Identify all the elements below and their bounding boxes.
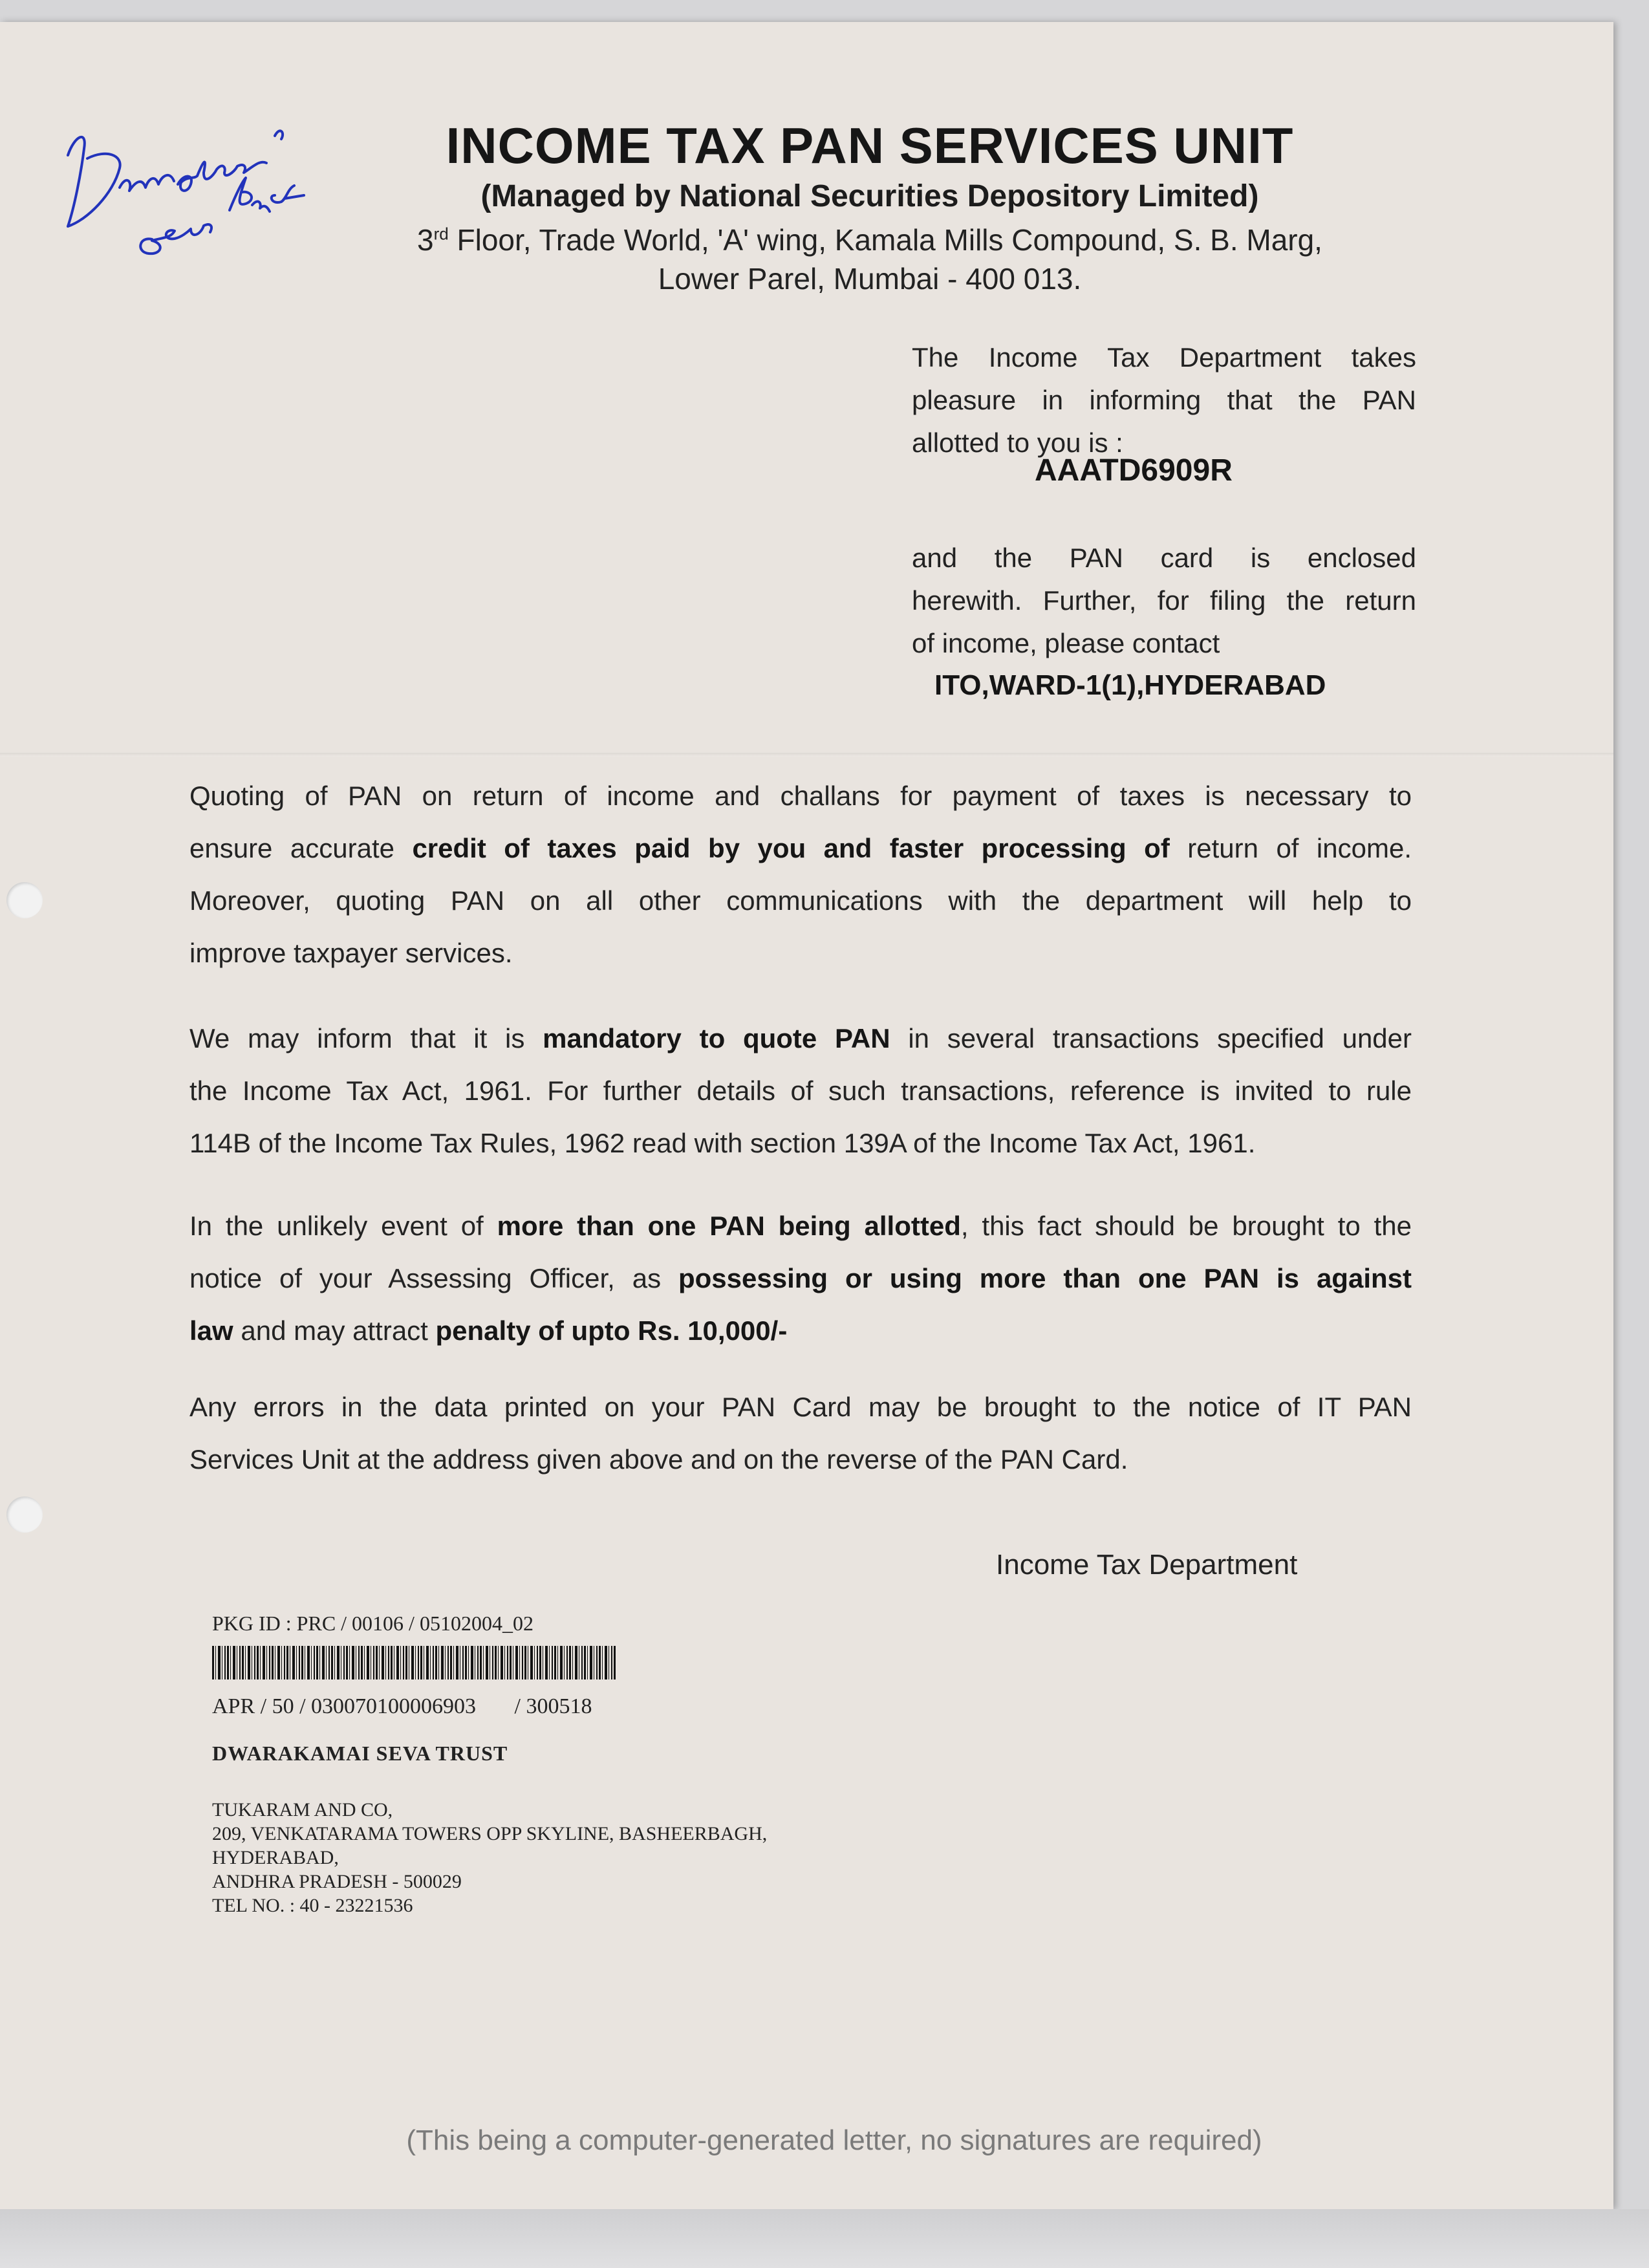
address-line-1: [0, 222, 1649, 257]
address-floor-number: 3: [417, 223, 434, 257]
paragraph-line: [189, 1200, 1412, 1252]
dispatch-reference: [212, 1694, 592, 1719]
notice-line: pleasure in informing that the PAN: [912, 385, 1416, 415]
text-run: return of income.: [1169, 833, 1412, 863]
paragraph-line: improve taxpayer services.: [189, 938, 513, 968]
computer-generated-footer: (This being a computer-generated letter, no signatures are required): [406, 2124, 1262, 2156]
address-line: HYDERABAD,: [212, 1847, 339, 1868]
punch-hole-bottom: [6, 1496, 43, 1533]
bold-text-run: credit of taxes paid by you and faster processing of: [412, 833, 1170, 863]
paragraph-line: the Income Tax Act, 1961. For further details of such transactions, reference is invited to rule: [189, 1075, 1412, 1106]
paragraph-multiple-pan: [189, 1200, 1412, 1357]
text-run: We may inform that it is: [189, 1023, 543, 1053]
notice-line: The Income Tax Department takes: [912, 342, 1416, 373]
department-signoff: Income Tax Department: [996, 1549, 1298, 1581]
address-line: ANDHRA PRADESH - 500029: [212, 1871, 462, 1892]
package-id: PKG ID : PRC / 00106 / 05102004_02: [212, 1612, 534, 1635]
bold-text-run: possessing or using more than one PAN is against: [678, 1263, 1412, 1293]
text-run: ensure accurate: [189, 833, 413, 863]
paragraph-line: [189, 1304, 1412, 1357]
apr-code: / 300518: [514, 1694, 592, 1718]
paragraph-mandatory-pan: [189, 1012, 1412, 1169]
paper-fold-line: [0, 753, 1613, 757]
text-run: , this fact should be brought to the: [960, 1211, 1412, 1241]
text-run: notice of your Assessing Officer, as: [189, 1263, 678, 1293]
bold-text-run: law: [189, 1315, 233, 1346]
handwritten-note-text: Dwarakamai Seva Trust: [48, 268, 56, 269]
assessing-officer-contact: ITO,WARD-1(1),HYDERABAD: [934, 669, 1326, 701]
paragraph-line: [189, 1012, 1412, 1064]
address-line-1-text: Floor, Trade World, 'A' wing, Kamala Mills Compound, S. B. Marg,: [448, 223, 1322, 257]
apr-reference: APR / 50 / 030070100006903: [212, 1694, 477, 1718]
notice-line: herewith. Further, for filing the return: [912, 585, 1416, 616]
notice-line: and the PAN card is enclosed: [912, 543, 1416, 573]
paragraph-errors: [189, 1381, 1412, 1485]
paragraph-line: Any errors in the data printed on your PAN Card may be brought to the notice of IT PAN: [189, 1392, 1412, 1422]
letter-title: INCOME TAX PAN SERVICES UNIT: [446, 117, 1294, 174]
scanner-bottom-strip: [0, 2209, 1649, 2268]
bold-text-run: penalty of upto Rs. 10,000/-: [435, 1315, 788, 1346]
address-line-2: Lower Parel, Mumbai - 400 013.: [658, 262, 1082, 296]
text-run: In the unlikely event of: [189, 1211, 497, 1241]
bold-text-run: mandatory to quote PAN: [543, 1023, 890, 1053]
letter-subtitle: (Managed by National Securities Depository Limited): [480, 179, 1259, 213]
bold-text-run: more than one PAN being allotted: [497, 1211, 961, 1241]
address-line: TUKARAM AND CO,: [212, 1799, 393, 1820]
text-run: in several transactions specified under: [890, 1023, 1412, 1053]
address-line: TEL NO. : 40 - 23221536: [212, 1895, 413, 1916]
address-line: 209, VENKATARAMA TOWERS OPP SKYLINE, BASHEERBAGH,: [212, 1823, 768, 1844]
paragraph-line: Services Unit at the address given above and on the reverse of the PAN Card.: [189, 1444, 1128, 1474]
paragraph-line: Moreover, quoting PAN on all other communications with the department will help to: [189, 885, 1412, 916]
pan-notice-block: [912, 336, 1416, 464]
pan-number: AAATD6909R: [1035, 453, 1233, 488]
paragraph-line: Quoting of PAN on return of income and challans for payment of taxes is necessary to: [189, 781, 1412, 811]
notice-line: allotted to you is :: [912, 427, 1123, 458]
punch-hole-top: [6, 882, 43, 918]
addressee-name: DWARAKAMAI SEVA TRUST: [212, 1742, 508, 1765]
paragraph-line: [189, 1252, 1412, 1304]
pan-card-enclosed-block: [912, 537, 1416, 665]
addressee-address: [212, 1798, 767, 1917]
text-run: and may attract: [233, 1315, 436, 1346]
barcode: [212, 1646, 616, 1679]
paragraph-line: 114B of the Income Tax Rules, 1962 read with section 139A of the Income Tax Act, 1961.: [189, 1128, 1256, 1158]
paragraph-line: [189, 822, 1412, 874]
paragraph-quoting-pan: [189, 770, 1412, 979]
notice-line: of income, please contact: [912, 628, 1220, 658]
address-floor-suffix: rd: [433, 224, 449, 244]
